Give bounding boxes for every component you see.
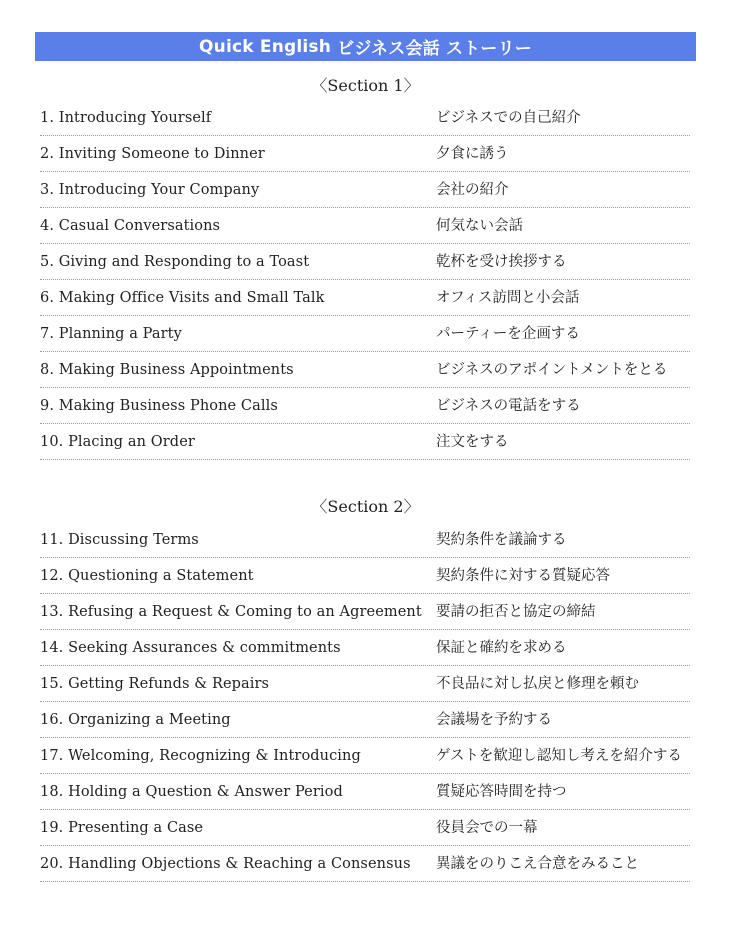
list-item[interactable] (40, 558, 690, 594)
lesson-title-jp: 保証と確約を求める (436, 640, 567, 656)
lesson-title-en: 20. Handling Objections & Reaching a Consensus (40, 856, 411, 872)
list-item[interactable] (40, 244, 690, 280)
lesson-title-jp: 異議をのりこえ合意をみること (436, 856, 639, 872)
banner-title-jp: ビジネス会話 ストーリー (337, 39, 532, 59)
lesson-title-en: 14. Seeking Assurances & commitments (40, 640, 341, 656)
lesson-title-jp: 何気ない会話 (436, 218, 523, 234)
lesson-title-jp: ゲストを歓迎し認知し考えを紹介する (436, 748, 682, 764)
lesson-title-en: 7. Planning a Party (40, 326, 182, 342)
list-item[interactable] (40, 136, 690, 172)
lesson-title-en: 5. Giving and Responding to a Toast (40, 254, 310, 270)
header-banner (35, 32, 696, 61)
lesson-title-en: 8. Making Business Appointments (40, 362, 294, 378)
list-item[interactable] (40, 100, 690, 136)
lesson-title-en: 1. Introducing Yourself (40, 110, 212, 126)
lesson-title-en: 13. Refusing a Request & Coming to an Agreement (40, 604, 422, 620)
lesson-title-jp: 契約条件を議論する (436, 532, 567, 548)
list-item[interactable] (40, 172, 690, 208)
list-item[interactable] (40, 810, 690, 846)
lesson-title-jp: 注文をする (436, 434, 509, 450)
lesson-title-en: 17. Welcoming, Recognizing & Introducing (40, 748, 361, 764)
list-item[interactable] (40, 666, 690, 702)
list-item[interactable] (40, 388, 690, 424)
list-item[interactable] (40, 522, 690, 558)
lesson-title-jp: ビジネスのアポイントメントをとる (436, 362, 668, 378)
lesson-title-en: 12. Questioning a Statement (40, 568, 254, 584)
lesson-title-en: 11. Discussing Terms (40, 532, 199, 548)
lesson-title-jp: 会議場を予約する (436, 712, 552, 728)
list-item[interactable] (40, 352, 690, 388)
list-item[interactable] (40, 774, 690, 810)
list-item[interactable] (40, 594, 690, 630)
lesson-title-en: 19. Presenting a Case (40, 820, 204, 836)
list-item[interactable] (40, 280, 690, 316)
lesson-title-jp: ビジネスでの自己紹介 (436, 110, 581, 126)
list-item[interactable] (40, 630, 690, 666)
section-2-list (40, 522, 690, 882)
list-item[interactable] (40, 424, 690, 460)
lesson-title-jp: 不良品に対し払戻と修理を頼む (436, 676, 639, 692)
lesson-title-jp: 夕食に誘う (436, 146, 509, 162)
lesson-title-en: 3. Introducing Your Company (40, 182, 260, 198)
lesson-title-en: 2. Inviting Someone to Dinner (40, 146, 265, 162)
list-item[interactable] (40, 738, 690, 774)
list-item[interactable] (40, 316, 690, 352)
section-1-title: 〈Section 1〉 (311, 76, 420, 95)
lesson-title-jp: 役員会での一幕 (436, 820, 538, 836)
lesson-title-jp: 会社の紹介 (436, 182, 509, 198)
lesson-title-en: 6. Making Office Visits and Small Talk (40, 290, 325, 306)
lesson-title-jp: パーティーを企画する (436, 326, 580, 342)
list-item[interactable] (40, 702, 690, 738)
lesson-title-jp: 質疑応答時間を持つ (436, 784, 567, 800)
section-2-title: 〈Section 2〉 (311, 497, 420, 516)
banner-title-en: Quick English (199, 36, 332, 57)
lesson-title-jp: オフィス訪問と小会話 (436, 290, 580, 306)
lesson-title-jp: ビジネスの電話をする (436, 398, 581, 414)
list-item[interactable] (40, 846, 690, 882)
lesson-title-en: 10. Placing an Order (40, 434, 195, 450)
section-1-list (40, 100, 690, 460)
lesson-title-jp: 要請の拒否と協定の締結 (436, 604, 596, 620)
lesson-title-en: 9. Making Business Phone Calls (40, 398, 278, 414)
lesson-title-en: 4. Casual Conversations (40, 218, 221, 234)
lesson-title-en: 16. Organizing a Meeting (40, 712, 231, 728)
lesson-title-jp: 乾杯を受け挨拶する (436, 254, 567, 270)
list-item[interactable] (40, 208, 690, 244)
lesson-title-en: 15. Getting Refunds & Repairs (40, 676, 270, 692)
lesson-title-en: 18. Holding a Question & Answer Period (40, 784, 343, 800)
lesson-title-jp: 契約条件に対する質疑応答 (436, 568, 610, 584)
